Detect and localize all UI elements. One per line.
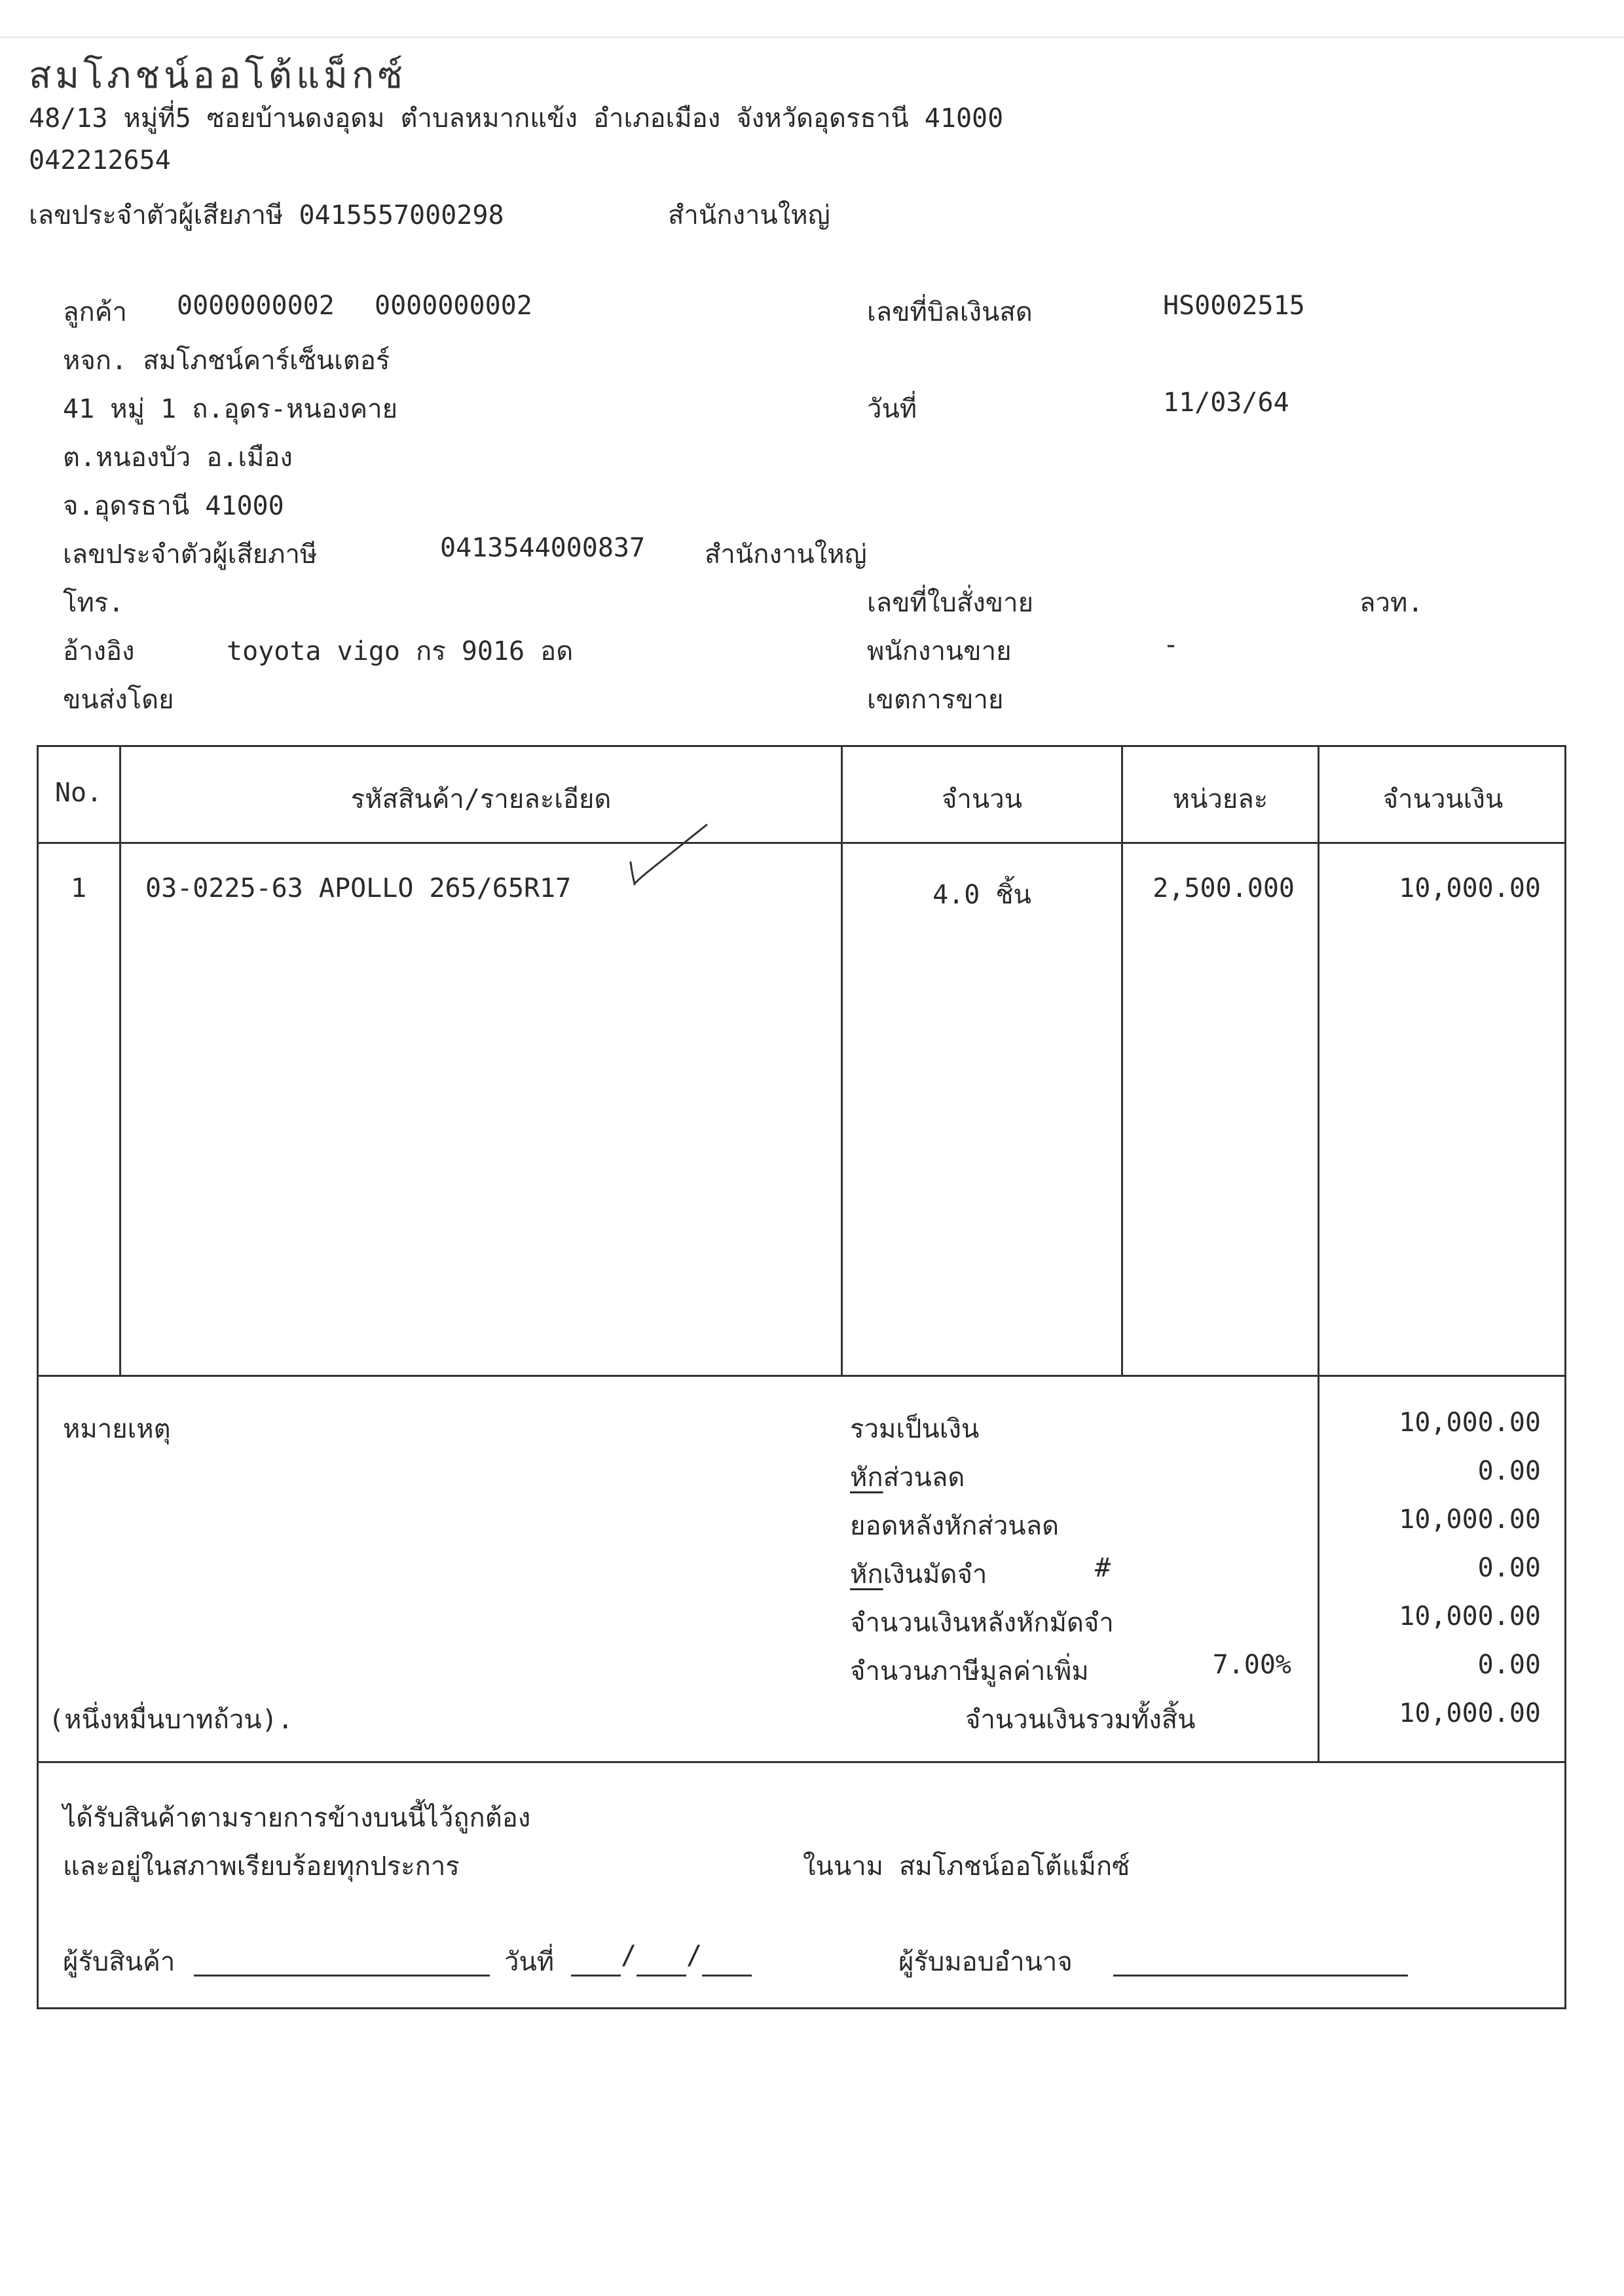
deposit-value: 0.00 — [1477, 1553, 1541, 1583]
sales-area-label: เขตการขาย — [867, 685, 1004, 715]
vat-value: 0.00 — [1477, 1650, 1541, 1680]
company-address: 48/13 หมู่ที่5 ซอยบ้านดงอุดม ตำบลหมากแข้ง อำเภอเมือง จังหวัดอุดรธานี 41000 — [29, 103, 1004, 134]
header-quantity: จำนวน — [941, 784, 1023, 814]
header-no: No. — [54, 778, 103, 808]
table-summary-divider — [37, 1375, 1566, 1377]
col-divider-1 — [119, 745, 121, 1377]
customer-address-1: 41 หมู่ 1 ถ.อุดร-หนองคาย — [63, 394, 398, 424]
discount-label — [850, 1456, 965, 1498]
discount-label-rest: ส่วนลด — [883, 1463, 965, 1493]
subtotal-label: รวมเป็นเงิน — [850, 1414, 980, 1444]
col-divider-3 — [1121, 745, 1123, 1377]
grand-total-value: 10,000.00 — [1399, 1698, 1541, 1728]
deposit-label — [850, 1553, 987, 1595]
bill-no-value: HS0002515 — [1163, 291, 1305, 321]
after-discount-label: ยอดหลังหักส่วนลด — [850, 1511, 1060, 1541]
salesperson-value: - — [1163, 630, 1179, 660]
authorized-signature-line — [1113, 1975, 1408, 1977]
bill-date-value: 11/03/64 — [1163, 388, 1289, 418]
header-unit-price: หน่วยละ — [1172, 784, 1268, 814]
reference-value: toyota vigo กร 9016 อด — [227, 636, 574, 666]
company-tax-id: เลขประจำตัวผู้เสียภาษี 0415557000298 — [29, 200, 504, 230]
remark-label: หมายเหตุ — [63, 1414, 171, 1444]
bill-no-label: เลขที่บิลเงินสด — [867, 297, 1033, 327]
table-header-divider — [37, 842, 1566, 844]
deposit-hash: # — [1095, 1553, 1111, 1583]
deposit-label-rest: เงินมัดจำ — [883, 1559, 987, 1590]
deposit-label-underlined: หัก — [850, 1559, 883, 1590]
customer-tax-label: เลขประจำตัวผู้เสียภาษี — [63, 539, 318, 570]
row-quantity: 4.0 ชิ้น — [932, 880, 1031, 910]
customer-branch: สำนักงานใหญ่ — [705, 539, 867, 570]
handwritten-checkmark-icon — [625, 822, 710, 887]
col-divider-2 — [841, 745, 843, 1377]
amount-in-words: (หนึ่งหมื่นบาทถ้วน). — [48, 1705, 293, 1735]
receive-date-day-line — [571, 1975, 621, 1977]
customer-label: ลูกค้า — [63, 297, 127, 327]
customer-address-2: ต.หนองบัว อ.เมือง — [63, 443, 293, 473]
receive-date-separator-1: / — [621, 1941, 637, 1971]
row-amount: 10,000.00 — [1399, 873, 1541, 903]
shipping-label: ขนส่งโดย — [63, 685, 174, 715]
after-deposit-value: 10,000.00 — [1399, 1601, 1541, 1631]
customer-code-2: 0000000002 — [375, 291, 532, 321]
vat-label: จำนวนภาษีมูลค่าเพิ่ม — [850, 1656, 1089, 1686]
company-name: สมโภชน์ออโต้แม็กซ์ — [29, 54, 407, 97]
subtotal-value: 10,000.00 — [1399, 1408, 1541, 1438]
header-description: รหัสสินค้า/รายละเอียด — [350, 784, 612, 814]
vat-rate: 7.00% — [1212, 1650, 1291, 1680]
customer-phone-label: โทร. — [63, 588, 124, 618]
receive-date-label: วันที่ — [504, 1947, 555, 1977]
sales-order-label: เลขที่ใบสั่งขาย — [867, 588, 1034, 618]
receive-date-year-line — [702, 1975, 752, 1977]
received-statement-line-1: ได้รับสินค้าตามรายการข้างบนนี้ไว้ถูกต้อง — [63, 1803, 531, 1833]
discount-value: 0.00 — [1477, 1456, 1541, 1486]
receive-date-separator-2: / — [686, 1941, 703, 1971]
header-amount: จำนวนเงิน — [1382, 784, 1504, 814]
customer-tax-id: 0413544000837 — [440, 533, 646, 563]
top-border — [0, 37, 1624, 38]
company-branch: สำนักงานใหญ่ — [668, 200, 830, 230]
row-no: 1 — [70, 873, 87, 903]
receiver-label: ผู้รับสินค้า — [63, 1947, 175, 1977]
salesperson-label: พนักงานขาย — [867, 636, 1012, 666]
bill-date-label: วันที่ — [867, 394, 917, 424]
customer-name: หจก. สมโภชน์คาร์เซ็นเตอร์ — [63, 346, 390, 376]
receiver-signature-line — [194, 1975, 490, 1977]
grand-total-label: จำนวนเงินรวมทั้งสิ้น — [965, 1705, 1196, 1735]
customer-code-1: 0000000002 — [177, 291, 335, 321]
reference-label: อ้างอิง — [63, 636, 135, 666]
row-description: 03-0225-63 APOLLO 265/65R17 — [145, 873, 572, 903]
company-phone: 042212654 — [29, 145, 171, 175]
on-behalf-of: ในนาม สมโภชน์ออโต้แม็กซ์ — [803, 1851, 1130, 1882]
after-discount-value: 10,000.00 — [1399, 1504, 1541, 1535]
received-statement-line-2: และอยู่ในสภาพเรียบร้อยทุกประการ — [63, 1851, 460, 1882]
row-unit-price: 2,500.000 — [1153, 873, 1295, 903]
authorized-person-label: ผู้รับมอบอำนาจ — [898, 1947, 1073, 1977]
sales-order-value: ลวท. — [1359, 588, 1424, 618]
discount-label-underlined: หัก — [850, 1463, 883, 1493]
customer-address-3: จ.อุดรธานี 41000 — [63, 491, 284, 521]
receive-date-month-line — [637, 1975, 686, 1977]
after-deposit-label: จำนวนเงินหลังหักมัดจำ — [850, 1608, 1114, 1638]
table-footer-divider — [37, 1761, 1566, 1763]
